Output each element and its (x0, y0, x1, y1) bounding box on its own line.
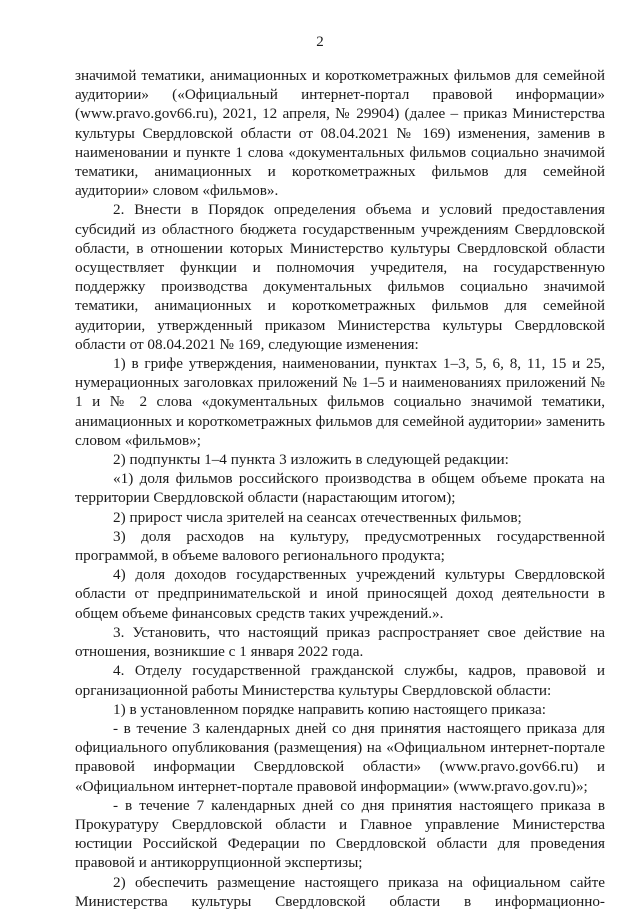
paragraph-item-2: 2. Внести в Порядок определения объема и условий предоставления субсидий из областного бюджета государственным учреждениям Свердловской области, в отношении которых Министерство культуры Свердловской области осуществляет функции и полномочия учредителя, на государственную поддержку производства документальных фильмов социально значимой тематики, анимационных и короткометражных фильмов для семейной аудитории, утвержденный приказом Министерства культуры Свердловской области от 08.04.2021 № 169, следующие изменения: (75, 201, 605, 353)
page-number: 2 (316, 34, 324, 50)
document-body (75, 66, 605, 911)
paragraph-item-4: 4. Отделу государственной гражданской службы, кадров, правовой и организационной работы Министерства культуры Свердловской области: (75, 662, 605, 699)
paragraph-quoted-3: 3) доля расходов на культуру, предусмотренных государственной программой, в объеме валового регионального продукта; (75, 527, 605, 565)
paragraph-item-3: 3. Установить, что настоящий приказ распространяет свое действие на отношения, возникшие с 1 января 2022 года. (75, 623, 605, 661)
paragraph-item-4-subitem-1: 1) в установленном порядке направить копию настоящего приказа: (113, 700, 546, 718)
paragraph-continuation: значимой тематики, анимационных и короткометражных фильмов для семейной аудитории» («Официальный интернет-портал правовой информации» (www.pravo.gov66.ru), 2021, 12 апреля, № 29904) (далее – приказ Министерства культуры Свердловской области от 08.04.2021 № 169) изменения, заменив в наименовании и пункте 1 слова «документальных фильмов социально значимой тематики, анимационных и короткометражных фильмов для семейной аудитории» словом «фильмов». (75, 67, 605, 200)
paragraph-dash-2: - в течение 7 календарных дней со дня принятия настоящего приказа в Прокуратуру Свердловской области и Главное управление Министерства юстиции Российской Федерации по Свердловской области для проведения правовой и антикоррупционной экспертизы; (75, 796, 605, 872)
paragraph-subitem-1: 1) в грифе утверждения, наименовании, пунктах 1–3, 5, 6, 8, 11, 15 и 25, нумерационных заголовках приложений № 1–5 и наименованиях приложений № 1 и № 2 слова «документальных фильмов социально значимой тематики, анимационных и короткометражных фильмов для семейной аудитории» заменить словом «фильмов»; (75, 355, 605, 449)
paragraph-quoted-4: 4) доля доходов государственных учреждений культуры Свердловской области от предпринимательской и иной приносящей доход деятельности в общем объеме финансовых средств таких учреждений.». (75, 566, 605, 622)
paragraph-quoted-1: «1) доля фильмов российского производства в общем объеме проката на территории Свердловской области (нарастающим итогом); (75, 470, 605, 507)
paragraph-subitem-2: 2) подпункты 1–4 пункта 3 изложить в следующей редакции: (113, 451, 509, 469)
paragraph-dash-1: - в течение 3 календарных дней со дня принятия настоящего приказа для официального опубликования (размещения) на «Официальном интернет-портале правовой информации Свердловской области» (www.pravo.gov66.ru) и «Официальном интернет-портале правовой информации» (www.pravo.gov.ru)»; (75, 719, 605, 795)
paragraph-item-4-subitem-2: 2) обеспечить размещение настоящего приказа на официальном сайте Министерства культуры Свердловской области в информационно- (75, 873, 605, 910)
paragraph-quoted-2: 2) прирост числа зрителей на сеансах отечественных фильмов; (113, 508, 522, 526)
